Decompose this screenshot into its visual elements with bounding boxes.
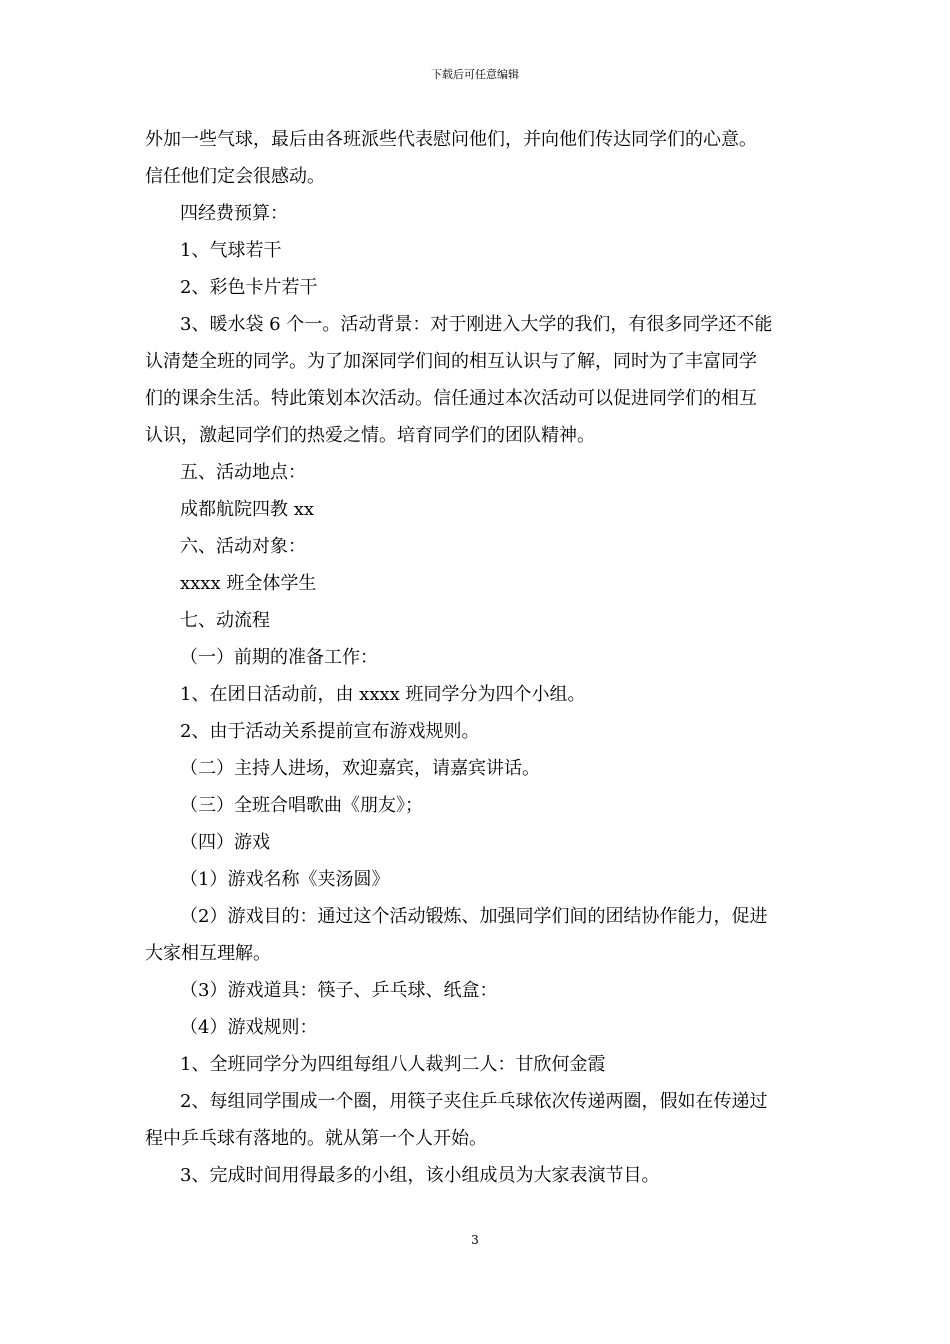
page-header: 下载后可任意编辑 [431,68,519,81]
list-item: 2、每组同学围成一个圈，用筷子夹住乒乓球依次传递两圈，假如在传递过 [180,1091,768,1112]
section-heading: 四经费预算： [180,203,288,224]
subsection-heading: （三）全班合唱歌曲《朋友》； [180,795,423,816]
document-body [145,121,807,1194]
subsection-heading: （一）前期的准备工作： [180,647,378,668]
list-item: （3）游戏道具：筷子、乒乓球、纸盒： [180,980,498,1001]
section-heading: 六、活动对象： [180,536,306,557]
body-line: 3、暖水袋 6 个一。活动背景：对于刚进入大学的我们，有很多同学还不能 [180,314,773,335]
subsection-heading: （四）游戏 [180,832,270,853]
section-heading: 七、动流程 [180,610,270,631]
body-line: 认清楚全班的同学。为了加深同学们间的相互认识与了解，同时为了丰富同学 [145,351,757,372]
section-heading: 五、活动地点： [180,462,306,483]
body-line: 外加一些气球，最后由各班派些代表慰问他们，并向他们传达同学们的心意。 [145,129,757,150]
body-line: 程中乒乓球有落地的。就从第一个人开始。 [145,1128,487,1149]
body-line: 信任他们定会很感动。 [145,166,325,187]
list-item: （4）游戏规则： [180,1017,318,1038]
page-number: 3 [471,1233,479,1247]
list-item: （1）游戏名称《夹汤圆》 [180,869,390,890]
list-item: 1、气球若干 [180,240,282,261]
list-item: 1、在团日活动前，由 xxxx 班同学分为四个小组。 [180,684,586,705]
list-item: 3、完成时间用得最多的小组，该小组成员为大家表演节目。 [180,1165,660,1186]
body-line: 们的课余生活。特此策划本次活动。信任通过本次活动可以促进同学们的相互 [145,388,757,409]
body-line: xxxx 班全体学生 [180,573,317,594]
list-item: 2、彩色卡片若干 [180,277,318,298]
list-item: 2、由于活动关系提前宣布游戏规则。 [180,721,480,742]
list-item: （2）游戏目的：通过这个活动锻炼、加强同学们间的团结协作能力，促进 [180,906,768,927]
list-item: 1、全班同学分为四组每组八人裁判二人：甘欣何金霞 [180,1054,606,1075]
body-line: 大家相互理解。 [145,943,271,964]
body-line: 认识，激起同学们的热爱之情。培育同学们的团队精神。 [145,425,595,446]
body-line: 成都航院四教 xx [180,499,315,520]
subsection-heading: （二）主持人进场，欢迎嘉宾，请嘉宾讲话。 [180,758,540,779]
